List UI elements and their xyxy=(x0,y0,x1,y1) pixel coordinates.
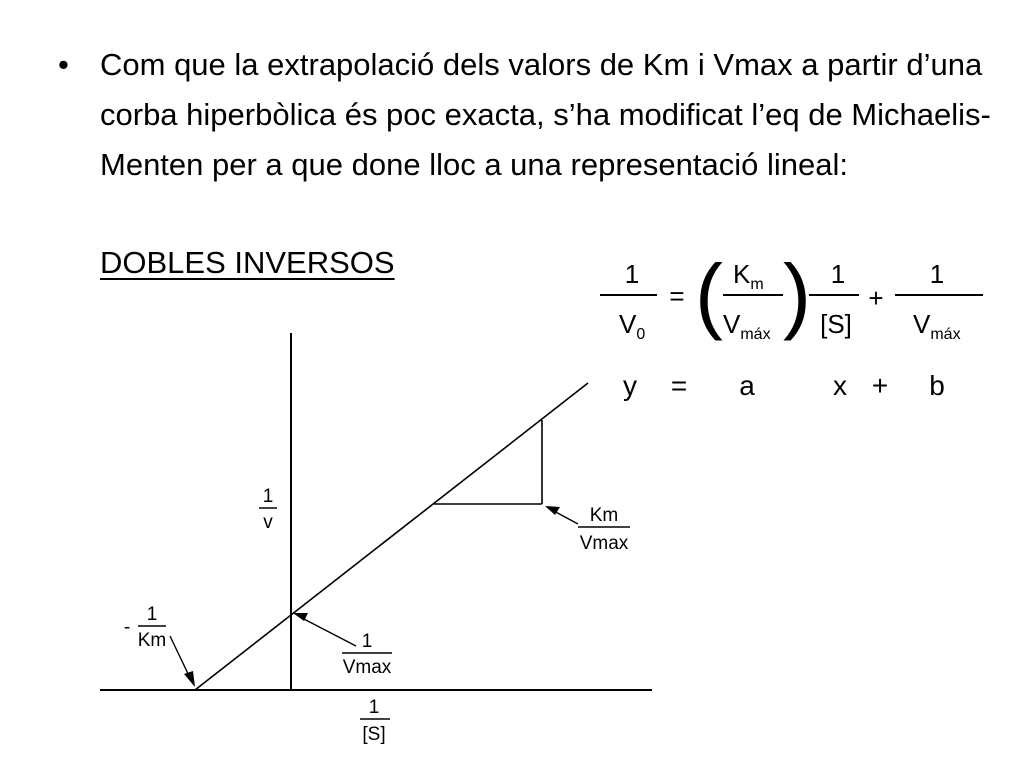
subheading-dobles-inversos: DOBLES INVERSOS xyxy=(100,245,395,280)
linear-x: x xyxy=(833,370,847,401)
eq-plus-sign: + xyxy=(868,283,884,313)
linear-b: b xyxy=(929,370,945,401)
eq-a-numerator: $K_m$ xyxy=(733,259,764,293)
plot-line xyxy=(195,383,588,690)
eq-lhs-denominator: $V_0$ xyxy=(619,309,646,343)
eq-paren-close: ) xyxy=(783,255,811,341)
linear-y: y xyxy=(623,370,637,401)
eq-b-numerator: 1 xyxy=(929,259,945,289)
linear-a: a xyxy=(739,370,755,401)
linear-equals: = xyxy=(670,370,688,401)
bullet-point: • xyxy=(58,47,69,82)
intro-text: Com que la extrapolació dels valors de Km i Vmax a partir d’una corba hiperbòlica és poc exacta, s’ha modificat l’eq de Michaelis-Menten per a que done lloc a una representació lineal: xyxy=(100,47,991,182)
linear-plus: + xyxy=(871,370,889,401)
lineweaver-burk-plot xyxy=(0,320,680,760)
x-intercept-denominator: Km xyxy=(137,630,167,651)
x-axis-label-numerator: 1 xyxy=(368,697,380,718)
y-axis-label-denominator: v xyxy=(263,512,273,533)
x-intercept-numerator: 1 xyxy=(146,604,158,625)
eq-equals-sign: = xyxy=(669,281,685,311)
x-intercept-arrowhead xyxy=(184,671,195,687)
y-intercept-denominator: Vmax xyxy=(342,657,392,678)
eq-x-denominator: [S] xyxy=(820,309,852,339)
eq-x-numerator: 1 xyxy=(830,259,846,289)
y-axis-label-numerator: 1 xyxy=(262,486,274,507)
slope-label-denominator: Vmax xyxy=(579,533,629,554)
x-intercept-minus: - xyxy=(123,617,131,638)
eq-paren-open: ( xyxy=(695,255,723,341)
x-axis-label-denominator: [S] xyxy=(362,724,386,745)
eq-a-denominator: $V_{máx}$ xyxy=(723,309,771,343)
bullet-paragraph xyxy=(58,40,998,190)
eq-b-denominator: $V_{máx}$ xyxy=(913,309,961,343)
y-intercept-arrow xyxy=(300,617,356,646)
slope-label-numerator: Km xyxy=(589,505,619,526)
eq-lhs-numerator: 1 xyxy=(624,259,640,289)
y-intercept-numerator: 1 xyxy=(361,631,373,652)
